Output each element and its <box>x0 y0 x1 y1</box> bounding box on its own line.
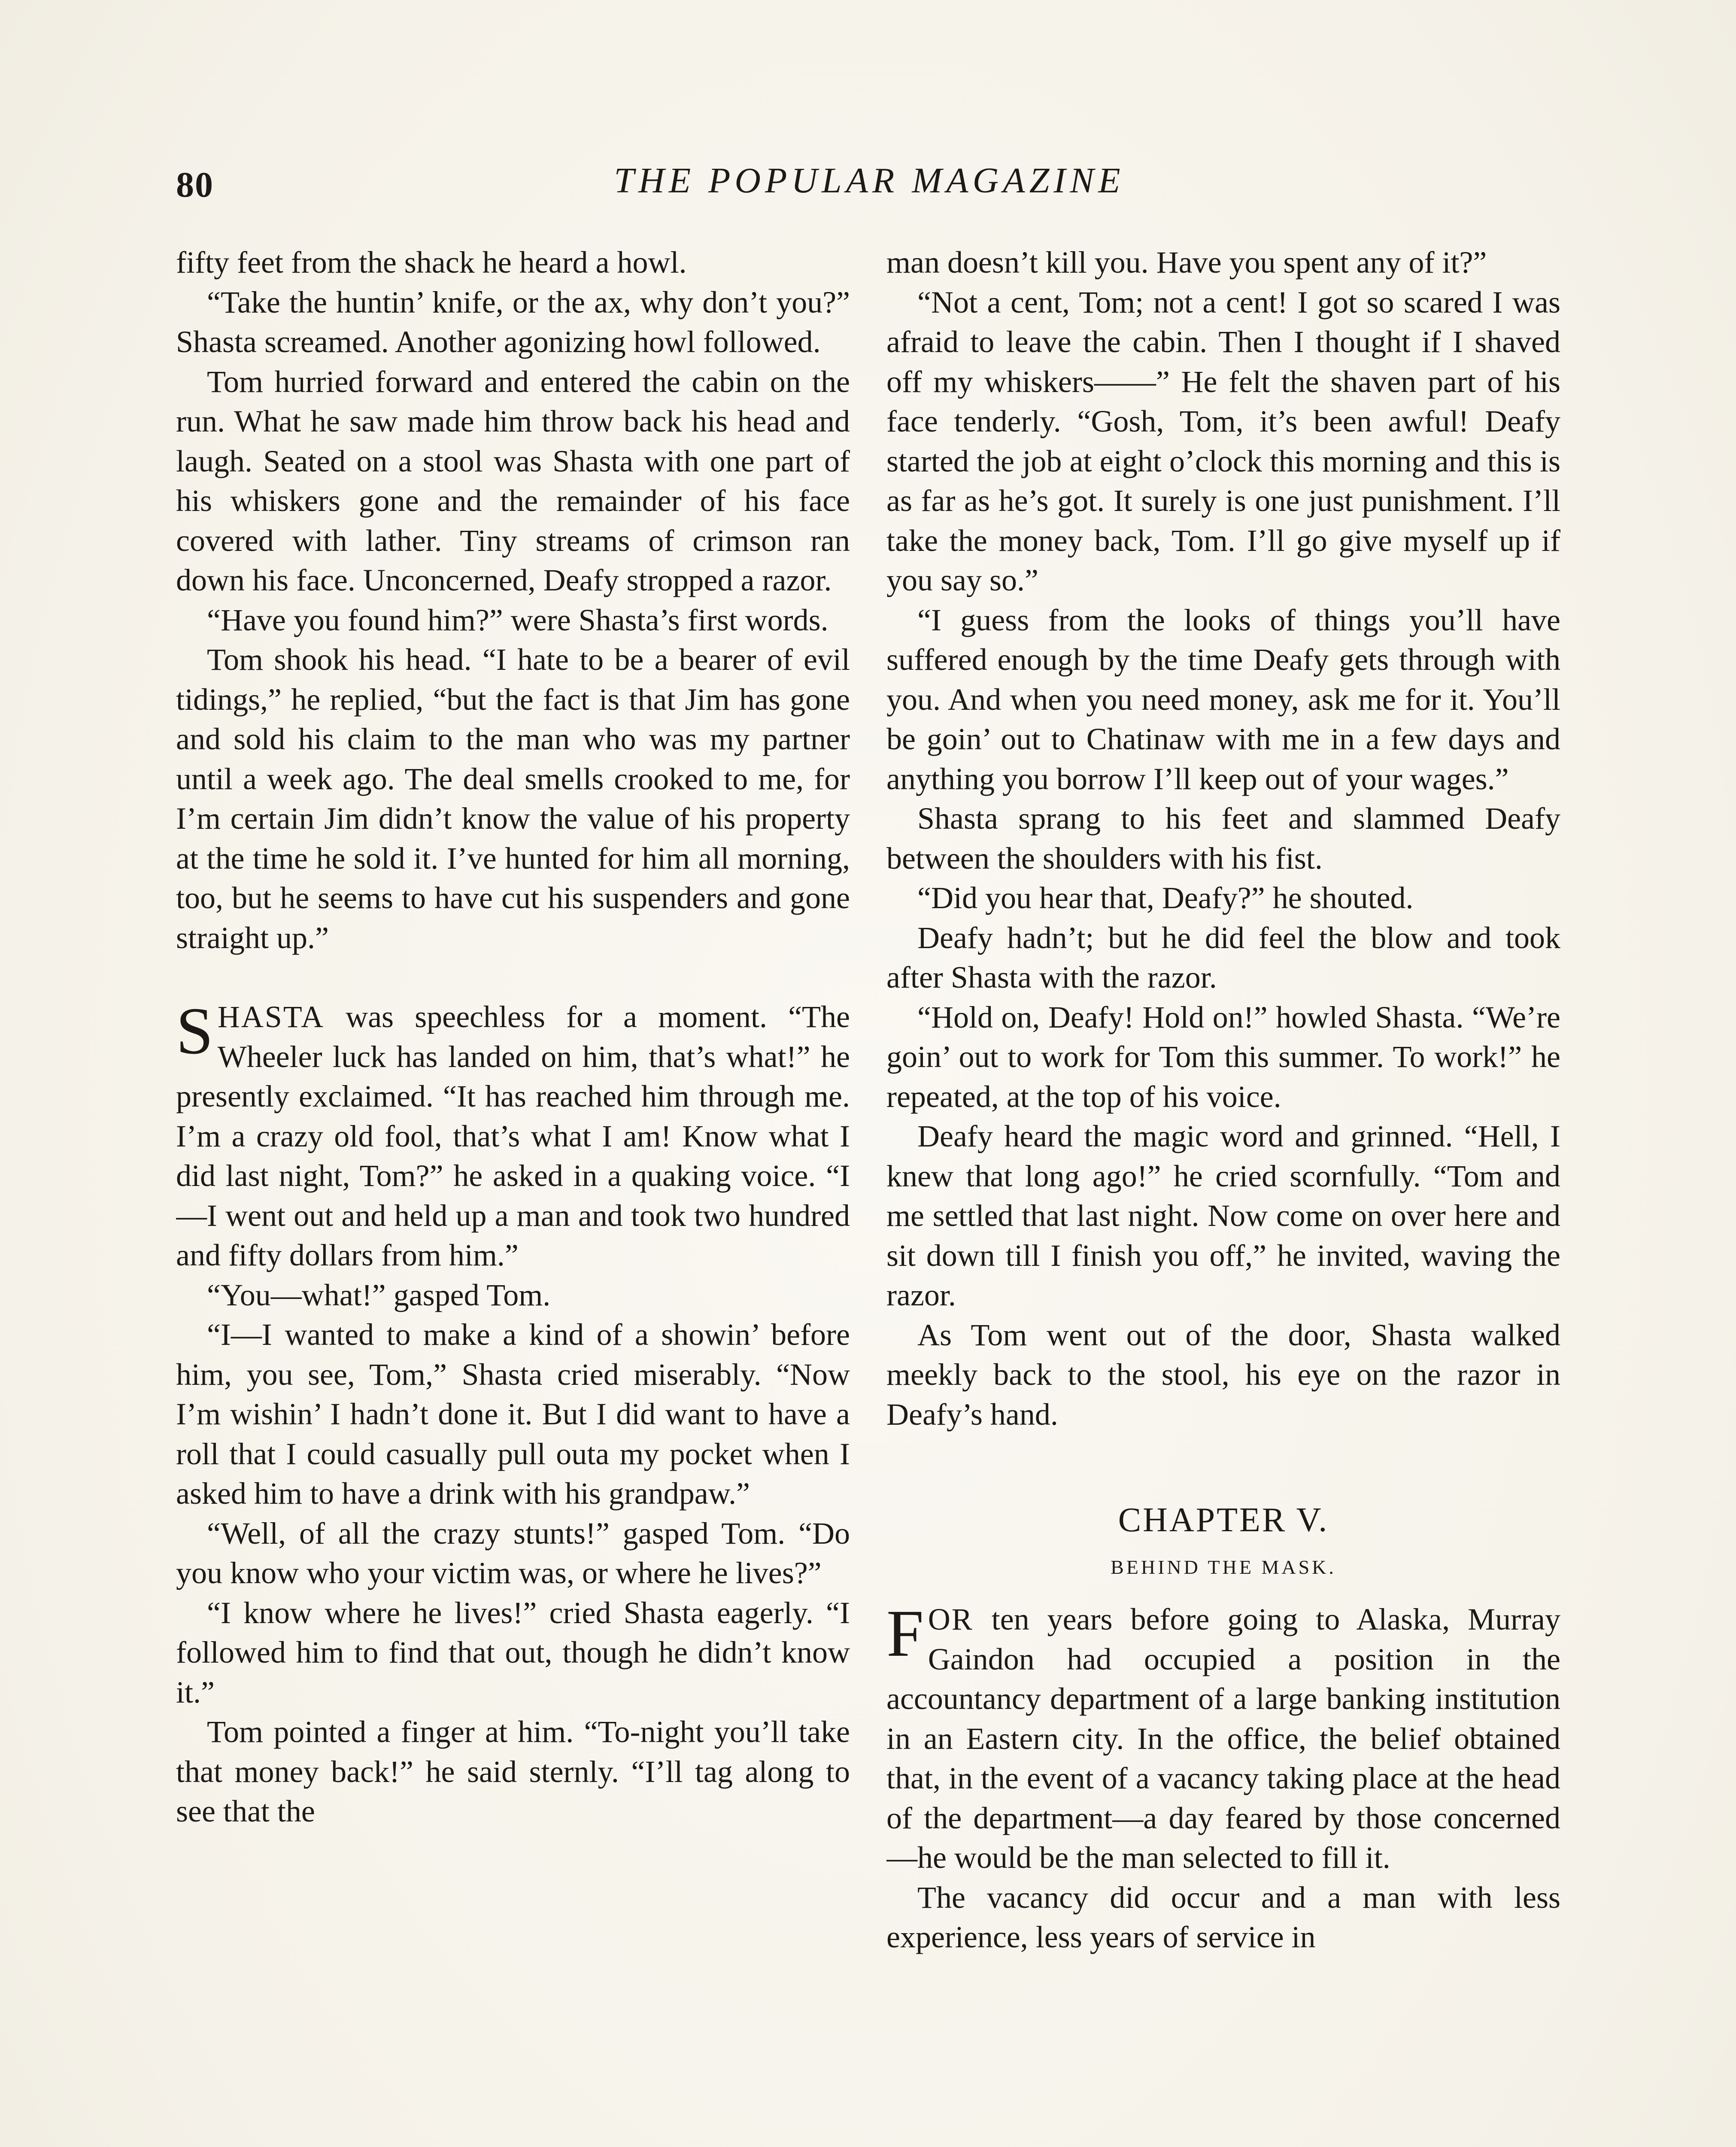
section-opening-paragraph <box>176 994 850 1275</box>
chapter-subtitle: BEHIND THE MASK. <box>1111 1556 1336 1578</box>
chapter-title: CHAPTER V. <box>1118 1501 1329 1539</box>
paragraph: Tom shook his head. “I hate to be a bearer of evil tidings,” he replied, “but the fact is that Jim has gone and sold his claim to the man who was my partner until a week ago. The deal smells crooked to me, for I’m certain Jim didn’t know the value of his property at the time he sold it. I’ve hunted for him all morning, too, but he seems to have cut his suspenders and gone straight up.” <box>176 642 850 955</box>
paragraph: The vacancy did occur and a man with less experience, less years of service in <box>886 1880 1560 1954</box>
paragraph: Shasta sprang to his feet and slammed Deafy between the shoulders with his fist. <box>886 801 1560 876</box>
paragraph-text: was speechless for a moment. “The Wheeler luck has landed on him, that’s what!” he presently exclaimed. “It has reached him through me. I’m a crazy old fool, that’s what I am! Know what I did last night, Tom?” he asked in a quaking voice. “I—I went out and held up a man and took two hundred and fifty dollars from him.” <box>176 1000 850 1272</box>
running-title: THE POPULAR MAGAZINE <box>614 161 1125 201</box>
drop-cap-letter: S <box>176 994 213 1068</box>
page-header <box>176 160 1563 211</box>
right-column <box>886 243 1560 2147</box>
paragraph: “I know where he lives!” cried Shasta eagerly. “I followed him to find that out, though he didn’t know it.” <box>176 1595 850 1709</box>
paragraph: As Tom went out of the door, Shasta walked meekly back to the stool, his eye on the razor in Deafy’s hand. <box>886 1317 1560 1432</box>
paragraph: “Hold on, Deafy! Hold on!” howled Shasta. “We’re goin’ out to work for Tom this summer. To work!” he repeated, at the top of his voice. <box>886 1000 1560 1114</box>
lead-in-word: HASTA <box>217 1000 325 1034</box>
paragraph: “I—I wanted to make a kind of a showin’ before him, you see, Tom,” Shasta cried miserably. “Now I’m wishin’ I hadn’t done it. But I did want to have a roll that I could casually pull outa my pocket when I asked him to have a drink with his grandpaw.” <box>176 1317 850 1511</box>
paragraph: “You—what!” gasped Tom. <box>207 1277 551 1312</box>
paragraph: fifty feet from the shack he heard a howl. <box>176 245 687 280</box>
paragraph: man doesn’t kill you. Have you spent any of it?” <box>886 245 1487 280</box>
page-number: 80 <box>176 165 214 205</box>
paragraph: “Well, of all the crazy stunts!” gasped Tom. “Do you know who your victim was, or where he lives?” <box>176 1516 850 1590</box>
paragraph: “Take the huntin’ knife, or the ax, why don’t you?” Shasta screamed. Another agonizing howl followed. <box>176 285 850 359</box>
paragraph: Deafy heard the magic word and grinned. “Hell, I knew that long ago!” he cried scornfully. “Tom and me settled that last night. Now come on over here and sit down till I finish you off,” he invited, waving the razor. <box>886 1119 1560 1312</box>
paragraph: “Have you found him?” were Shasta’s first words. <box>207 602 829 637</box>
paragraph: “I guess from the looks of things you’ll have suffered enough by the time Deafy gets through with you. And when you need money, ask me for it. You’ll be goin’ out to Chatinaw with me in a few days and anything you borrow I’ll keep out of your wages.” <box>886 602 1560 796</box>
left-column <box>176 243 850 2147</box>
paragraph: Deafy hadn’t; but he did feel the blow and took after Shasta with the razor. <box>886 920 1560 994</box>
chapter-opening-paragraph <box>886 1596 1560 1878</box>
lead-in-word: OR <box>928 1602 974 1636</box>
drop-cap-letter: F <box>886 1596 924 1670</box>
paragraph: “Did you hear that, Deafy?” he shouted. <box>917 881 1414 915</box>
paragraph: “Not a cent, Tom; not a cent! I got so scared I was afraid to leave the cabin. Then I thought if I shaved off my whiskers——” He felt the shaven part of his face tenderly. “Gosh, Tom, it’s been awful! Deafy started the job at eight o’clock this morning and this is as far as he’s got. It surely is one just punishment. I’ll take the money back, Tom. I’ll go give myself up if you say so.” <box>886 285 1560 597</box>
paragraph: Tom pointed a finger at him. “To-night you’ll take that money back!” he said sternly. “I’ll tag along to see that the <box>176 1715 850 1828</box>
paragraph: Tom hurried forward and entered the cabin on the run. What he saw made him throw back his head and laugh. Seated on a stool was Shasta with one part of his whiskers gone and the remainder of his face covered with lather. Tiny streams of crimson ran down his face. Unconcerned, Deafy stropped a razor. <box>176 364 850 597</box>
paragraph-text: ten years before going to Alaska, Murray Gaindon had occupied a position in the accountancy department of a large banking institution in an Eastern city. In the office, the belief obtained that, in the event of a vacancy taking place at the head of the department—a day feared by those concerned—he would be the man selected to fill it. <box>886 1602 1560 1875</box>
